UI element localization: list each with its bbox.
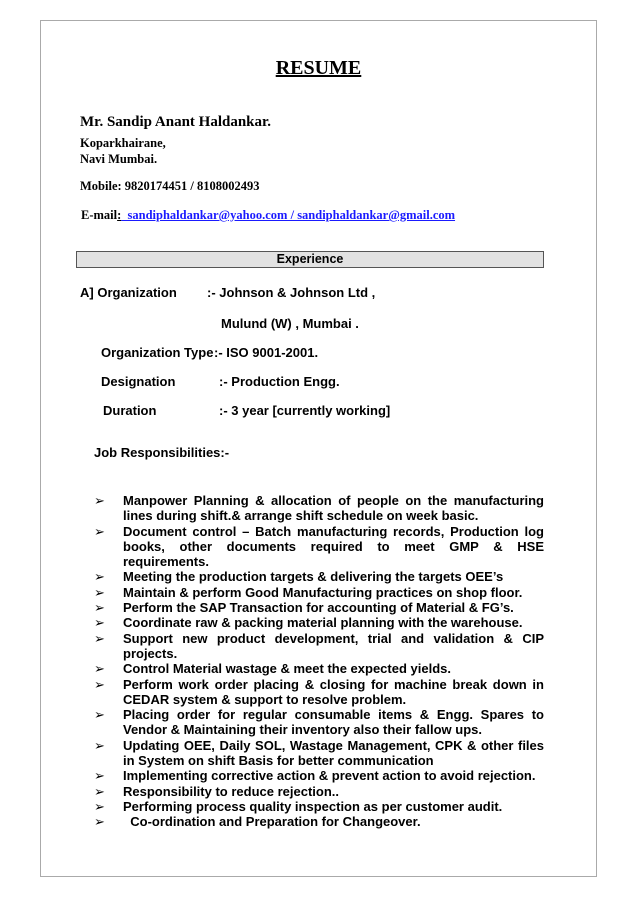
mobile-number: Mobile: 9820174451 / 8108002493 <box>80 179 260 193</box>
list-item <box>94 569 544 584</box>
org-location: Mulund (W) , Mumbai . <box>221 316 359 331</box>
responsibility-text: Implementing corrective action & prevent action to avoid rejection. <box>123 768 536 784</box>
arrow-bullet-icon: ➢ <box>94 630 105 646</box>
duration-value: :- 3 year [currently working] <box>219 403 391 418</box>
candidate-name: Mr. Sandip Anant Haldankar. <box>80 114 272 130</box>
arrow-bullet-icon: ➢ <box>94 600 105 616</box>
email-separator: : <box>117 208 122 222</box>
list-item <box>94 676 548 708</box>
org-label: A] Organization <box>80 285 177 300</box>
arrow-bullet-icon: ➢ <box>94 814 105 830</box>
arrow-bullet-icon: ➢ <box>94 584 105 600</box>
list-item <box>94 707 548 738</box>
responsibility-text: Document control – Batch manufacturing records, Production log books, other documents required to meet GMP & HSE requirements. <box>123 523 548 570</box>
responsibility-text: Meeting the production targets & delivering the targets OEE’s <box>123 569 504 585</box>
responsibilities-list <box>94 493 548 830</box>
list-item <box>94 737 548 769</box>
arrow-bullet-icon: ➢ <box>94 615 105 631</box>
responsibility-text: Perform the SAP Transaction for accounting of Material & FG’s. <box>123 600 514 616</box>
responsibility-text: Co-ordination and Preparation for Changeover. <box>123 814 421 830</box>
responsibility-text: Manpower Planning & allocation of people on the manufacturing lines during shift.& arrange shift schedule on week basic. <box>123 493 548 524</box>
resume-page <box>40 20 597 877</box>
responsibility-text: Responsibility to reduce rejection.. <box>123 783 339 799</box>
designation-label: Designation <box>101 374 176 389</box>
email-line <box>81 208 455 223</box>
responsibility-text: Updating OEE, Daily SOL, Wastage Management, CPK & other files in System on shift Basis for better communication <box>123 737 548 769</box>
designation-value: :- Production Engg. <box>219 374 340 389</box>
list-item <box>94 600 544 615</box>
org-type-label: Organization Type <box>101 345 214 360</box>
arrow-bullet-icon: ➢ <box>94 523 105 539</box>
list-item <box>94 493 548 524</box>
section-heading: Experience <box>276 252 344 266</box>
arrow-bullet-icon: ➢ <box>94 783 105 799</box>
job-responsibilities-heading: Job Responsibilities:- <box>94 445 230 460</box>
responsibility-text: Maintain & perform Good Manufacturing practices on shop floor. <box>123 584 523 600</box>
arrow-bullet-icon: ➢ <box>94 707 105 723</box>
list-item <box>94 661 544 676</box>
arrow-bullet-icon: ➢ <box>94 768 105 784</box>
arrow-bullet-icon: ➢ <box>94 798 105 814</box>
responsibility-text: Placing order for regular consumable items & Engg. Spares to Vendor & Maintaining their inventory also their fallow ups. <box>123 707 548 738</box>
address-line-1: Koparkhairane, <box>80 136 166 150</box>
experience-section-header <box>76 251 544 268</box>
org-value: :- Johnson & Johnson Ltd , <box>207 285 376 300</box>
list-item <box>94 814 544 829</box>
list-item <box>94 585 544 600</box>
list-item <box>94 799 544 814</box>
responsibility-text: Support new product development, trial and validation & CIP projects. <box>123 630 548 661</box>
arrow-bullet-icon: ➢ <box>94 676 105 692</box>
document-title: RESUME <box>275 57 362 79</box>
responsibility-text: Coordinate raw & packing material planning with the warehouse. <box>123 615 523 631</box>
email-label: E-mail <box>81 208 118 222</box>
duration-label: Duration <box>103 403 157 418</box>
arrow-bullet-icon: ➢ <box>94 737 105 753</box>
list-item <box>94 630 548 662</box>
arrow-bullet-icon: ➢ <box>94 493 105 508</box>
list-item <box>94 768 544 783</box>
arrow-bullet-icon: ➢ <box>94 661 105 677</box>
responsibility-text: Control Material wastage & meet the expected yields. <box>123 661 451 677</box>
responsibility-text: Performing process quality inspection as per customer audit. <box>123 798 503 814</box>
list-item <box>94 615 544 630</box>
org-type-value: :- ISO 9001-2001. <box>214 345 319 360</box>
list-item <box>94 523 548 570</box>
email-link[interactable]: sandiphaldankar@yahoo.com / sandiphaldankar@gmail.com <box>121 208 456 222</box>
arrow-bullet-icon: ➢ <box>94 569 105 585</box>
address-line-2: Navi Mumbai. <box>80 152 158 166</box>
responsibility-text: Perform work order placing & closing for machine break down in CEDAR system & support to resolve problem. <box>123 676 548 707</box>
list-item <box>94 784 544 799</box>
